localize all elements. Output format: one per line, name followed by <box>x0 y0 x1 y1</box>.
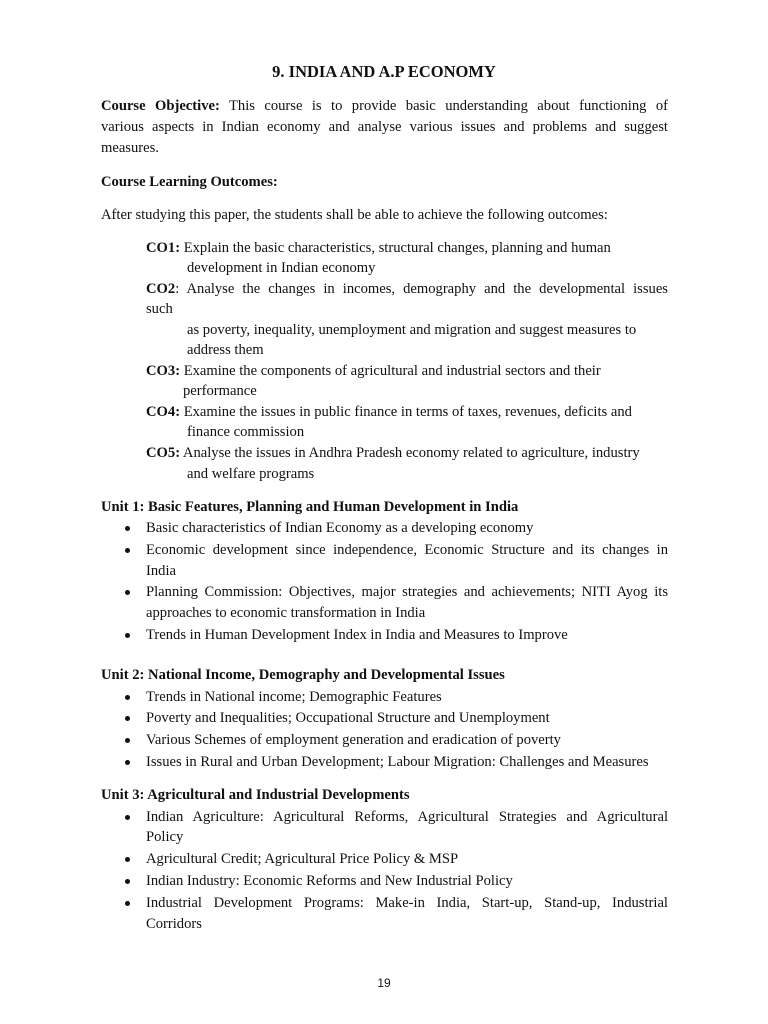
unit-1-heading: Unit 1: Basic Features, Planning and Human Development in India <box>101 499 519 515</box>
list-item: Basic characteristics of Indian Economy as a developing economy <box>146 520 534 536</box>
bullet-icon <box>125 901 130 906</box>
list-item: Industrial Development Programs: Make-in India, Start-up, Stand-up, Industrial <box>146 895 668 911</box>
co5 <box>146 444 640 462</box>
list-item-cont: Policy <box>146 829 184 845</box>
list-item-cont: India <box>146 563 176 579</box>
page-number: 19 <box>377 976 391 990</box>
bullet-icon <box>125 633 130 638</box>
objective-label: Course Objective: <box>101 98 220 114</box>
co-text: Examine the components of agricultural and industrial sectors and their <box>180 363 601 379</box>
co-label: CO2 <box>146 281 176 297</box>
co1 <box>146 239 611 257</box>
list-item: Indian Agriculture: Agricultural Reforms, Agricultural Strategies and Agricultural <box>146 809 668 825</box>
co-label: CO4: <box>146 404 181 420</box>
co-label: CO3: <box>146 363 181 379</box>
list-item: Agricultural Credit; Agricultural Price Policy & MSP <box>146 851 459 867</box>
bullet-icon <box>125 879 130 884</box>
co-label: CO5: <box>146 445 181 461</box>
co4 <box>146 403 632 421</box>
unit-2-heading: Unit 2: National Income, Demography and Developmental Issues <box>101 667 505 683</box>
list-item: Planning Commission: Objectives, major strategies and achievements; NITI Ayog its <box>146 584 668 600</box>
list-item: Indian Industry: Economic Reforms and New Industrial Policy <box>146 873 513 889</box>
co3 <box>146 362 601 380</box>
bullet-icon <box>125 857 130 862</box>
co3-cont: performance <box>183 383 257 399</box>
page-title: 9. INDIA AND A.P ECONOMY <box>272 62 496 81</box>
bullet-icon <box>125 526 130 531</box>
objective-line-1 <box>101 97 668 115</box>
list-item-cont: approaches to economic transformation in India <box>146 605 426 621</box>
list-item: Trends in Human Development Index in India and Measures to Improve <box>146 627 568 643</box>
co-text: : Analyse the changes in incomes, demography and the developmental issues <box>175 281 668 297</box>
list-item: Issues in Rural and Urban Development; Labour Migration: Challenges and Measures <box>146 754 649 770</box>
co-text: Examine the issues in public finance in terms of taxes, revenues, deficits and <box>180 404 632 420</box>
co-label: CO1: <box>146 240 181 256</box>
list-item: Economic development since independence, Economic Structure and its changes in <box>146 542 668 558</box>
co4-cont: finance commission <box>187 424 305 440</box>
objective-text: This course is to provide basic understanding about functioning of <box>219 98 668 114</box>
co5-cont: and welfare programs <box>187 466 315 482</box>
objective-line-2: various aspects in Indian economy and analyse various issues and problems and suggest <box>101 119 668 135</box>
bullet-icon <box>125 590 130 595</box>
outcomes-intro: After studying this paper, the students shall be able to achieve the following outcomes: <box>101 207 608 223</box>
list-item-cont: Corridors <box>146 916 202 932</box>
co2-cont: as poverty, inequality, unemployment and migration and suggest measures to <box>187 322 637 338</box>
bullet-icon <box>125 548 130 553</box>
co2-cont: such <box>146 301 173 317</box>
bullet-icon <box>125 760 130 765</box>
list-item: Trends in National income; Demographic Features <box>146 689 442 705</box>
objective-line-3: measures. <box>101 140 159 156</box>
list-item: Poverty and Inequalities; Occupational Structure and Unemployment <box>146 710 550 726</box>
unit-3-heading: Unit 3: Agricultural and Industrial Developments <box>101 787 410 803</box>
co-text: Analyse the issues in Andhra Pradesh economy related to agriculture, industry <box>180 445 640 461</box>
list-item: Various Schemes of employment generation and eradication of poverty <box>146 732 561 748</box>
bullet-icon <box>125 815 130 820</box>
co-text: Explain the basic characteristics, structural changes, planning and human <box>180 240 611 256</box>
co2 <box>146 280 668 298</box>
outcomes-heading: Course Learning Outcomes: <box>101 174 278 190</box>
bullet-icon <box>125 695 130 700</box>
bullet-icon <box>125 716 130 721</box>
bullet-icon <box>125 738 130 743</box>
co1-cont: development in Indian economy <box>187 260 376 276</box>
co2-cont: address them <box>187 342 264 358</box>
